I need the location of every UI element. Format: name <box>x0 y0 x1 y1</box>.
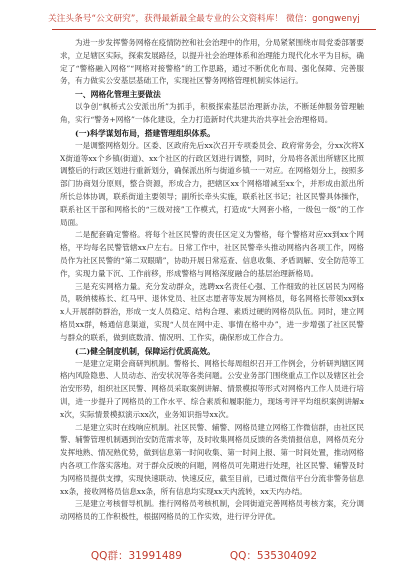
body-paragraph: 二是配套确定警格。将每个社区民警的责任区定义为警格，每个警格对应xx到xx个网格，平均每名民警管辖xx户左右。日常工作中，社区民警牵头推动网格内各项工作，网格员作为社区民警的“第二双眼睛”，协助开展日常巡查、信息收集、矛盾调解、安全防范等工作，实现力量下沉、工作前移，形成警格与网格深度融合的基层治理新格局。 <box>60 230 364 278</box>
body-paragraph: 二是建立实时在线响应机制。社区民警、辅警、网格员建立网格工作微信群，由社区民警、辅警管理机制遇到治安防范需求等，及时收集网格员反馈的各类情报信息，网格员充分发挥地熟、情况熟优势，做到信息第一时间收集、第一时间上报、第一时间处置，推动网格内各项工作落实落地。对于群众反映的问题，网格员可先期进行处理，社区民警、辅警及时为网格员提供支撑，实现快速联动、快速反应，截至目前，已通过微信平台分流非警务信息xx条，接收网格员信息xx条，所有信息均实现xx天内流转，xx天内办结。 <box>60 422 364 496</box>
body-paragraph: 三是建立考核督导机制。推行网格员考核机制，会同街道完善网格员考核方案，充分调动网格员的工作积极性，根据网格员的工作实效，进行评分评优。 <box>60 499 364 522</box>
header-divider <box>52 29 376 30</box>
document-body <box>60 37 364 524</box>
footer-qq-group: QQ群：31991489 <box>90 550 182 562</box>
body-paragraph: 为进一步发挥警务网格在疫情防控和社会治理中的作用，分局紧紧围绕市局党委部署要求，立足辖区实际，探索发展路径，以提升社会治理体系和治理能力现代化水平为目标，确定了“警格融入网格”“网格对接警格”的工作思路，通过不断优化布局、强化保障、完善服务，有力做实公安基层基础工作，实现社区警务网格管理机制实体运行。 <box>60 38 364 86</box>
body-paragraph: 以争创“枫桥式公安派出所”为抓手，积极探索基层治理新办法，不断延伸服务管理触角，实行“警务+网格”一体化建设，全力打造新时代共建共治共享社会治理格局。 <box>60 102 364 124</box>
body-paragraph: 一是建立定期会商研判机制。警格长、网格长每周组织召开工作例会，分析研判辖区网格内风险隐患、人员动态、治安状况等各类问题。公安业务部门围绕重点工作以及辖区社会治安形势，组织社区民警、网格员采取案例讲解、情景模拟等形式对网格内工作人员进行培训，进一步提升了网格员的工作水平、综合素质和履职能力，现场考评平均组织案例讲解xx次，实际情景模拟演示xx次，业务知识指导xx次。 <box>60 358 364 419</box>
header-banner: 关注头条号“公文研究”，获得最新最全最专业的公文资料库！ 微信：gongwenyj <box>48 14 360 24</box>
section-heading: 一、网格化管理主要做法 <box>75 90 161 100</box>
section-heading: (二)健全制度机制，保障运行优质高效。 <box>75 346 215 356</box>
footer-contacts <box>0 548 408 563</box>
footer-qq: QQ：535304092 <box>229 550 318 562</box>
body-paragraph: 一是调整网格划分。区委、区政府先后xx次召开专项委员会、政府常务会，分xx次将XX街道等xx个乡镇(街道)、xx个社区的行政区划进行调整，同时，分局将各派出所辖区比照调整后的行政区划进行重新划分，确保派出所与街道乡镇一一对应。在网格划分上，按照多部门协商划分原则，整合资源，形成合力，把辖区xx个网格增减至xx个，并形成由派出所所长总体协调，联系街道主要领导；副所长牵头实施，联系社区书记；社区民警具体操作，联系社区干部和网格长的“三级对接”工作模式，打造成“大网套小格，一级包一级”的工作局面。 <box>60 140 364 227</box>
body-paragraph: 三是充实网格力量。充分发动群众，选聘xx名责任心强、工作细致的社区居民为网格员，吸纳楼栋长、红马甲、退休党员、社区志愿者等发展为网格员，每名网格长带领xx到xx人开展群防群治，形成一支人员稳定、结构合理、素质过硬的网格员队伍。同时，建立网格员xx群，畅通信息渠道，实现“人员在网中走、事情在格中办”，进一步增强了社区民警与群众的联系，做到底数清、情况明、工作实，确保形成工作合力。 <box>60 281 364 342</box>
section-heading: (一)科学谋划布局，搭建管理组织体系。 <box>75 128 215 138</box>
